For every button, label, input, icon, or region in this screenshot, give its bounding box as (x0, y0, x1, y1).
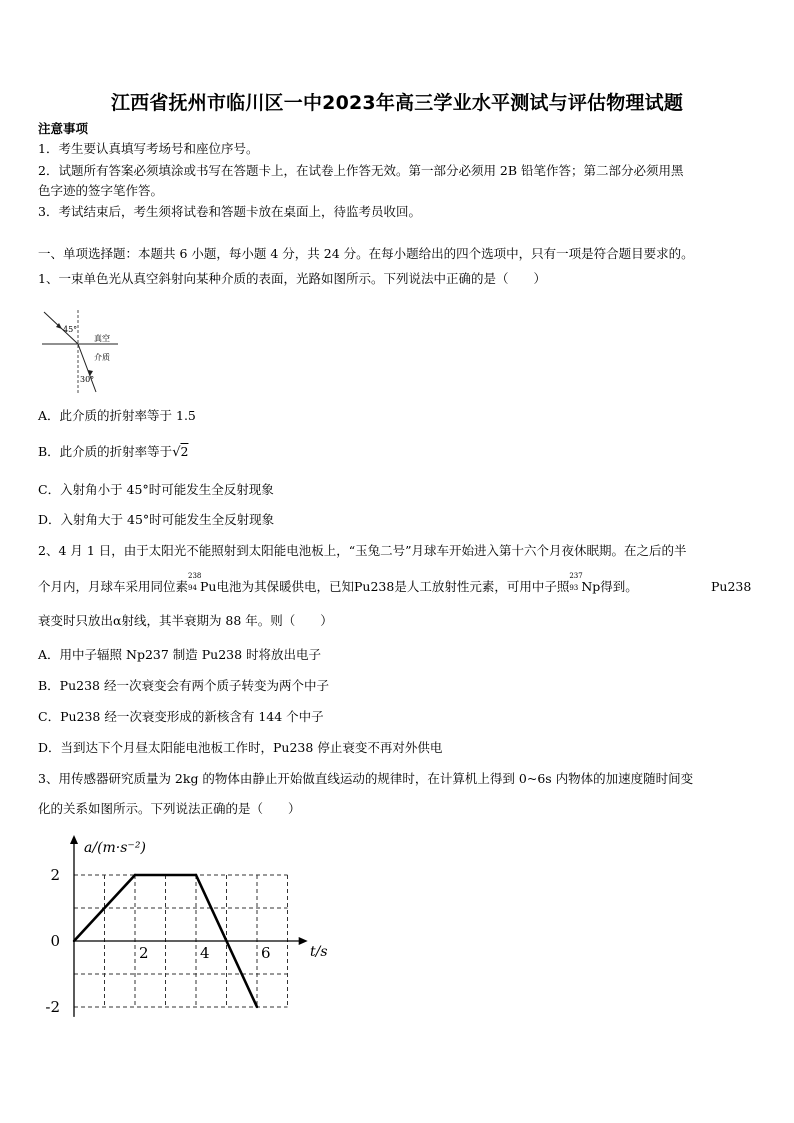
vacuum-label: 真空 (94, 334, 110, 343)
q1-option-a: A．此介质的折射率等于 1.5 (38, 408, 196, 423)
refraction-diagram (38, 308, 148, 396)
data-point (195, 874, 197, 876)
q1-option-d: D．入射角大于 45°时可能发生全反射现象 (38, 512, 275, 527)
y-tick-label: 0 (50, 932, 60, 950)
q2-line-2c: 是人工放射性元素，可用中子照 (394, 579, 570, 594)
medium-label: 介质 (94, 353, 110, 362)
q2-pu238-end: Pu238 (711, 579, 752, 594)
x-axis-label: t/s (310, 944, 328, 960)
data-point (134, 874, 136, 876)
section-heading: 一、单项选择题：本题共 6 小题，每小题 4 分，共 24 分。在每小题给出的四个选项中，只有一项是符合题目要求的。 (38, 246, 694, 261)
x-tick-label: 4 (200, 944, 210, 962)
notice-item-2: 2．试题所有答案必须填涂或书写在答题卡上，在试卷上作答无效。第一部分必须用 2B 铅笔作答；第二部分必须用黑 (38, 163, 684, 178)
q1-option-b-text: B．此介质的折射率等于 (38, 444, 173, 459)
notice-item-2-cont: 色字迹的签字笔作答。 (38, 183, 164, 198)
x-tick-label: 6 (261, 944, 271, 962)
q3-line-1: 3、用传感器研究质量为 2kg 的物体由静止开始做直线运动的规律时，在计算机上得到 0~6s 内物体的加速度随时间变 (38, 771, 694, 786)
q3-line-2: 化的关系如图所示。下列说法正确的是（ ） (38, 801, 301, 816)
paper-title: 江西省抚州市临川区一中2023年高三学业水平测试与评估物理试题 (110, 92, 684, 114)
acceleration-time-chart (40, 832, 360, 1022)
y-tick-label: 2 (50, 866, 60, 884)
q2-line-3: 衰变时只放出α射线，其半衰期为 88 年。则（ ） (38, 613, 333, 628)
refracted-ray (78, 344, 96, 392)
y-axis-arrow-icon (70, 835, 78, 844)
isotope-np-symbol: Np (581, 579, 601, 594)
sqrt-sign-icon: √ (172, 445, 181, 460)
isotope-np (569, 572, 601, 596)
isotope-pu (188, 572, 217, 596)
isotope-pu-atomic: 94 (188, 584, 197, 592)
data-point (73, 940, 75, 942)
q1-option-b (38, 442, 188, 460)
x-axis-arrow-icon (299, 937, 308, 945)
x-tick-label: 2 (139, 944, 149, 962)
notice-heading: 注意事项 (38, 121, 89, 136)
q1-option-b-radicand: 2 (180, 444, 189, 459)
q2-line-1: 2、4 月 1 日，由于太阳光不能照射到太阳能电池板上，“玉兔二号”月球车开始进入第十六个月夜休眠期。在之后的半 (38, 543, 687, 558)
q2-option-d: D．当到达下个月昼太阳能电池板工作时，Pu238 停止衰变不再对外供电 (38, 740, 443, 755)
chart-axes (45, 835, 307, 1017)
q2-option-b: B．Pu238 经一次衰变会有两个质子转变为两个中子 (38, 678, 329, 693)
q2-line-2 (38, 572, 638, 596)
q2-line-2b: 电池为其保暖供电，已知 (216, 579, 354, 594)
q2-pu238: Pu238 (354, 579, 395, 594)
q2-option-a: A．用中子辐照 Np237 制造 Pu238 时将放出电子 (38, 647, 322, 662)
q2-option-c: C．Pu238 经一次衰变形成的新核含有 144 个中子 (38, 709, 324, 724)
isotope-pu-symbol: Pu (200, 579, 217, 594)
isotope-np-mass: 237 (569, 572, 583, 580)
q1-stem: 1、一束单色光从真空斜射向某种介质的表面，光路如图所示。下列说法中正确的是（ ） (38, 271, 546, 286)
q2-line-2d: 得到。 (600, 579, 638, 594)
angle-top-label: 45° (63, 325, 78, 334)
y-axis-label: a/(m·s⁻²) (84, 840, 146, 856)
data-point (256, 1006, 258, 1008)
q1-option-c: C．入射角小于 45°时可能发生全反射现象 (38, 482, 274, 497)
isotope-pu-mass: 238 (188, 572, 202, 580)
y-tick-label: -2 (45, 998, 60, 1016)
notice-item-1: 1．考生要认真填写考场号和座位序号。 (38, 141, 259, 156)
notice-item-3: 3．考试结束后，考生须将试卷和答题卡放在桌面上，待监考员收回。 (38, 204, 421, 219)
isotope-np-atomic: 93 (569, 584, 579, 592)
angle-bottom-label: 30° (80, 375, 95, 384)
q2-line-2a: 个月内，月球车采用同位素 (38, 579, 189, 594)
